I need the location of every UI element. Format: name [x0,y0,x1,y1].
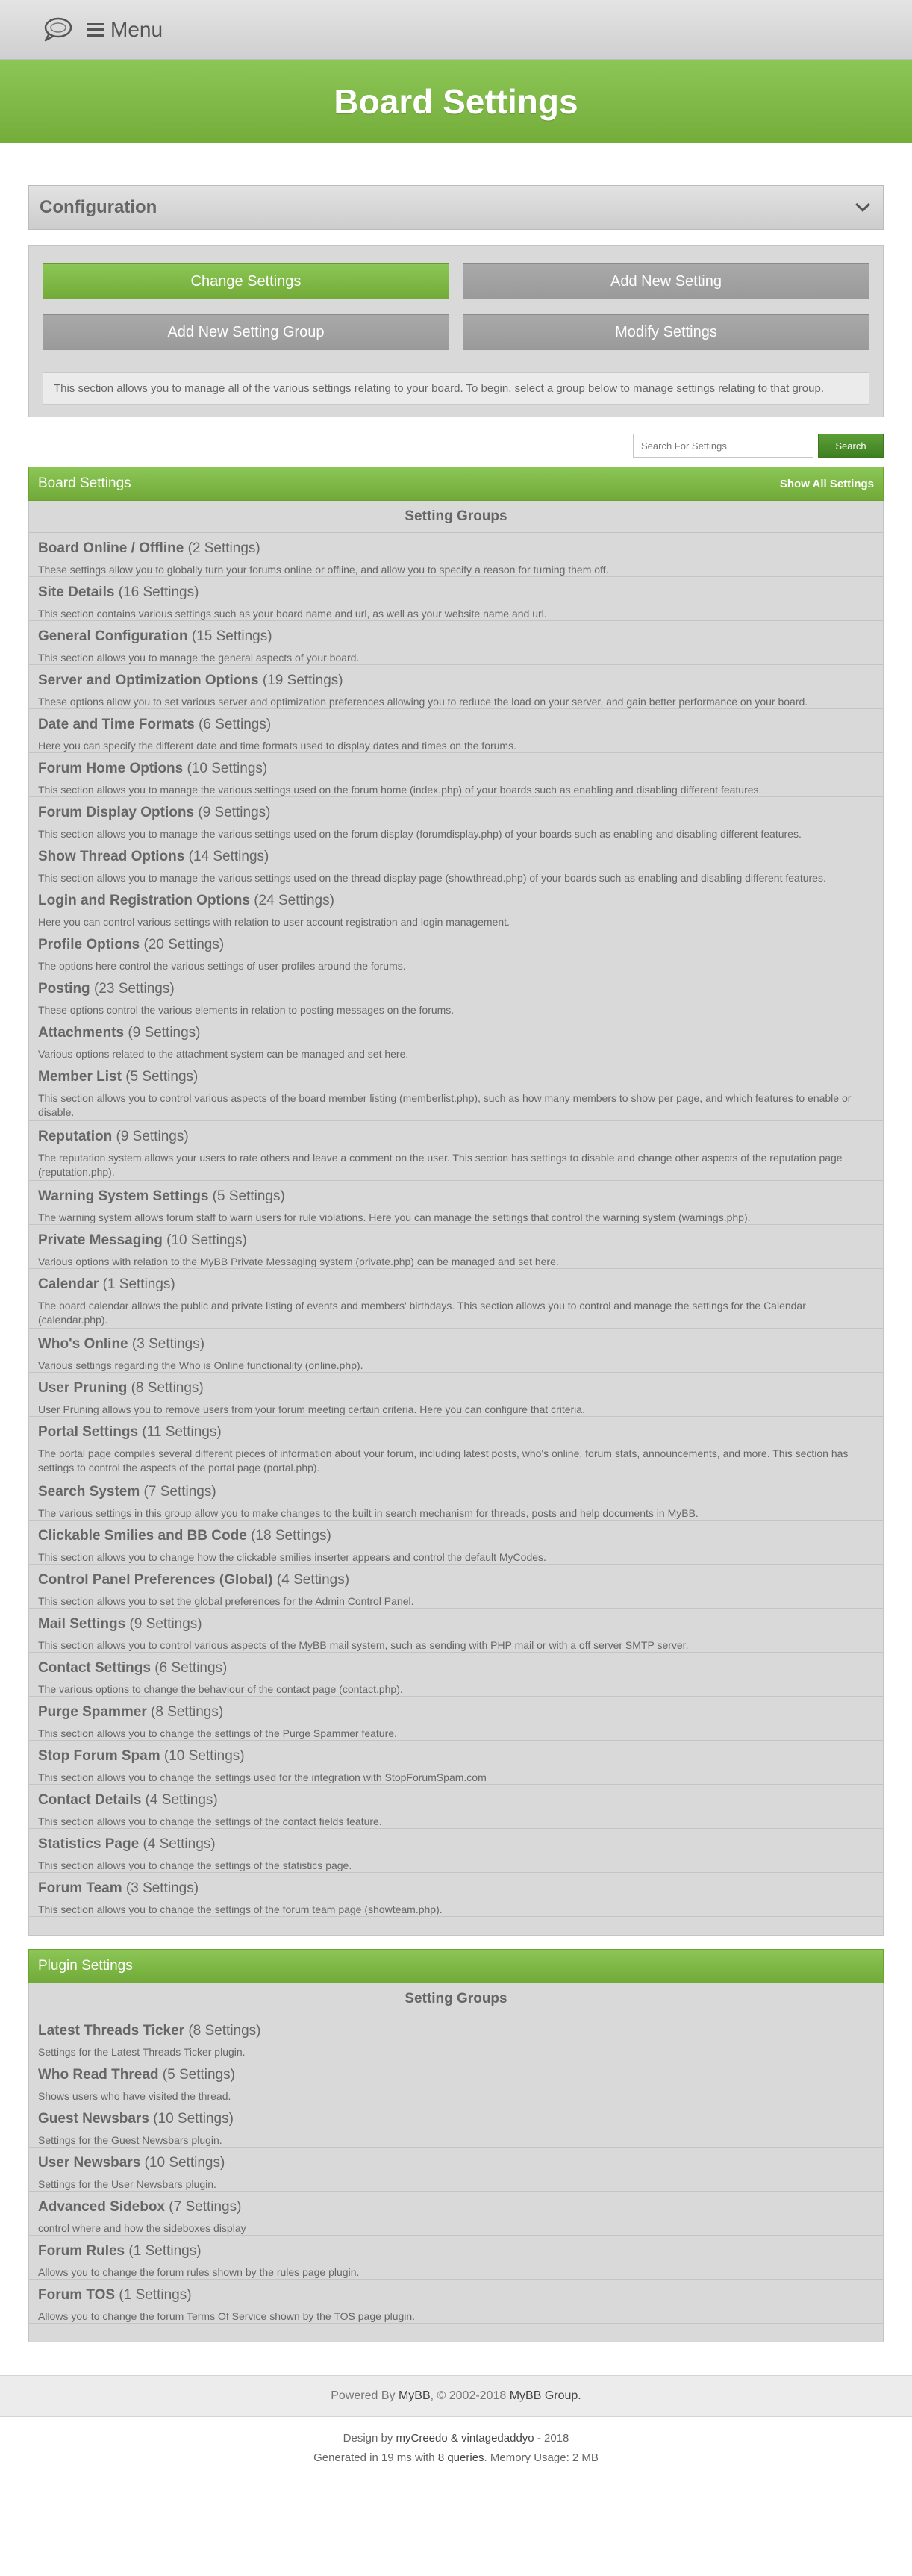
setting-group-count: (1 Settings) [119,2287,192,2303]
setting-group-title [38,1276,874,1293]
page-title: Board Settings [334,81,578,121]
setting-group-name[interactable]: Clickable Smilies and BB Code [38,1528,247,1544]
setting-group-title [38,629,874,645]
setting-group-name[interactable]: Stop Forum Spam [38,1748,160,1764]
setting-group-title [38,1336,874,1353]
plugin-setting-groups-list [29,2015,883,2324]
setting-group-title [38,2287,874,2304]
setting-group-description: The various options to change the behaviour of the contact page (contact.php). [38,1683,403,1695]
setting-group-count: (10 Settings) [187,761,268,776]
setting-group-description: The reputation system allows your users to rate others and leave a comment on the user. This section has settings to disable and change other aspects of the reputation page (reputation.php). [38,1152,843,1178]
plugin-settings-title: Plugin Settings [38,1958,133,1974]
setting-group-name[interactable]: General Configuration [38,629,188,644]
setting-group-name[interactable]: Who's Online [38,1336,128,1352]
setting-group-count: (11 Settings) [142,1424,222,1440]
chevron-down-icon [855,197,870,212]
setting-group-count: (2 Settings) [187,540,260,556]
setting-group-row[interactable] [29,2280,883,2324]
setting-group-name[interactable]: Statistics Page [38,1836,140,1852]
setting-group-description: The various settings in this group allow you to make changes to the built in search mechanism for threads, posts and help documents in MyBB. [38,1507,699,1519]
setting-group-row[interactable] [29,1741,883,1785]
setting-group-count: (6 Settings) [154,1660,228,1676]
setting-group-row[interactable] [29,709,883,753]
setting-group-row[interactable] [29,885,883,929]
setting-group-name[interactable]: Show Thread Options [38,849,185,864]
setting-group-title [38,2111,874,2127]
setting-group-count: (9 Settings) [116,1129,189,1144]
setting-group-count: (10 Settings) [166,1232,247,1248]
setting-group-description: The options here control the various settings of user profiles around the forums. [38,960,406,972]
setting-group-title [38,1188,874,1205]
setting-group-description: Here you can specify the different date and time formats used to display dates and times on the forums. [38,740,516,752]
setting-group-description: The portal page compiles several different pieces of information about your forum, including latest posts, who's online, forum stats, announcements, and more. This section has settings to control the aspects of the portal page (portal.php). [38,1447,849,1473]
setting-group-count: (9 Settings) [198,805,271,820]
setting-group-description: Various options related to the attachment system can be managed and set here. [38,1048,409,1060]
setting-group-count: (15 Settings) [191,629,272,644]
setting-group-row[interactable] [29,1329,883,1373]
setting-group-count: (1 Settings) [102,1276,175,1292]
memory-usage: . Memory Usage: 2 MB [484,2451,599,2464]
setting-group-name[interactable]: Board Online / Offline [38,540,184,556]
mybb-link[interactable]: MyBB [398,2389,431,2402]
setting-group-title [38,540,874,557]
setting-group-row[interactable] [29,1225,883,1269]
setting-group-count: (18 Settings) [251,1528,331,1544]
setting-group-row[interactable] [29,1565,883,1609]
setting-group-title [38,717,874,733]
setting-group-title [38,2243,874,2260]
setting-group-title [38,805,874,821]
board-settings-title: Board Settings [38,475,131,491]
setting-group-row[interactable] [29,533,883,577]
setting-group-title [38,1792,874,1809]
setting-group-row[interactable] [29,621,883,665]
setting-group-count: (5 Settings) [212,1188,285,1204]
plugin-settings-panel [28,1949,884,2342]
setting-group-row[interactable] [29,1785,883,1829]
setting-group-row[interactable] [29,973,883,1017]
setting-group-count: (8 Settings) [131,1380,204,1396]
setting-group-title [38,1232,874,1249]
setting-group-row[interactable] [29,1417,883,1476]
setting-group-description: Allows you to change the forum rules shown by the rules page plugin. [38,2266,360,2278]
setting-group-description: The board calendar allows the public and private listing of events and members' birthdays. This section allows you to control and manage the settings for the Calendar (calendar.php). [38,1300,806,1326]
setting-group-name[interactable]: Site Details [38,584,115,600]
setting-group-row[interactable] [29,1373,883,1417]
setting-group-name[interactable]: Server and Optimization Options [38,673,259,688]
setting-group-name[interactable]: Warning System Settings [38,1188,209,1204]
board-settings-panel [28,467,884,1936]
setting-group-title [38,1572,874,1588]
setting-group-count: (19 Settings) [262,673,343,688]
design-prefix: Design by [343,2432,393,2445]
setting-group-title [38,893,874,909]
plugin-settings-body [28,1983,884,2342]
plugin-setting-groups-heading: Setting Groups [29,1983,883,2015]
setting-group-count: (3 Settings) [131,1336,205,1352]
setting-group-description: User Pruning allows you to remove users from your forum meeting certain criteria. Here you can configure that criteria. [38,1403,585,1415]
setting-group-title [38,761,874,777]
setting-group-title [38,673,874,689]
setting-group-name[interactable]: Purge Spammer [38,1704,147,1720]
board-settings-header [28,467,884,501]
setting-group-name[interactable]: Forum Team [38,1880,122,1896]
setting-group-name[interactable]: Date and Time Formats [38,717,195,732]
setting-group-row[interactable] [29,2059,883,2103]
setting-group-count: (3 Settings) [125,1880,199,1896]
setting-group-description: Various settings regarding the Who is Online functionality (online.php). [38,1359,363,1371]
setting-group-description: This section allows you to manage the general aspects of your board. [38,652,360,664]
setting-group-description: This section allows you to change how the clickable smilies inserter appears and control the default MyCodes. [38,1551,546,1563]
setting-group-title [38,1380,874,1397]
setting-group-name[interactable]: Forum Rules [38,2243,125,2259]
setting-group-description: These options control the various elements in relation to posting messages on the forums. [38,1004,455,1016]
setting-group-count: (6 Settings) [199,717,272,732]
setting-group-row[interactable] [29,1269,883,1329]
top-bar [0,0,912,60]
setting-group-title [38,1836,874,1853]
setting-group-description: This section allows you to change the settings of the statistics page. [38,1859,352,1871]
settings-search [28,434,884,458]
setting-group-name[interactable]: Guest Newsbars [38,2111,149,2127]
setting-group-description: The warning system allows forum staff to warn users for rule violations. Here you can manage the settings that control the warning system (warnings.php). [38,1211,751,1223]
design-year: - 2018 [537,2432,569,2445]
setting-group-row[interactable] [29,1653,883,1697]
setting-group-count: (4 Settings) [143,1836,216,1852]
setting-group-description: This section allows you to change the settings of the contact fields feature. [38,1815,382,1827]
setting-group-title [38,1748,874,1765]
setting-group-row[interactable] [29,929,883,973]
setting-group-row[interactable] [29,1873,883,1917]
setting-group-row[interactable] [29,797,883,841]
setting-group-description: This section allows you to control various aspects of the board member listing (memberlist.php), such as how many members to show per page, and which features to enable or disable. [38,1092,852,1118]
board-setting-groups-list [29,533,883,1917]
setting-group-title [38,1025,874,1041]
setting-group-count: (5 Settings) [125,1069,199,1085]
configuration-title: Configuration [40,197,157,217]
setting-group-row[interactable] [29,1017,883,1061]
setting-group-name[interactable]: Forum TOS [38,2287,116,2303]
setting-group-title [38,2155,874,2171]
design-credit [0,2429,912,2448]
designer-link[interactable]: myCreedo & vintagedaddyo [396,2432,534,2445]
generation-stats [0,2448,912,2475]
change-settings-button[interactable]: Change Settings [43,263,449,299]
show-all-settings-link[interactable]: Show All Settings [779,477,874,490]
modify-settings-button[interactable]: Modify Settings [463,314,869,350]
setting-group-description: Various options with relation to the MyBB Private Messaging system (private.php) can be managed and set here. [38,1256,559,1267]
setting-group-name[interactable]: Contact Details [38,1792,142,1808]
setting-group-row[interactable] [29,1181,883,1225]
setting-group-name[interactable]: Who Read Thread [38,2067,159,2083]
setting-group-description: Allows you to change the forum Terms Of Service shown by the TOS page plugin. [38,2310,416,2322]
setting-group-count: (20 Settings) [143,937,225,952]
credits [0,2417,912,2475]
setting-group-row[interactable] [29,753,883,797]
generated-prefix: Generated in 19 ms with [313,2451,435,2464]
setting-group-row[interactable] [29,577,883,621]
setting-group-title [38,1069,874,1085]
setting-group-title [38,2199,874,2215]
setting-group-description: Settings for the Latest Threads Ticker plugin. [38,2046,246,2058]
setting-group-name[interactable]: Posting [38,981,90,997]
setting-group-title [38,1528,874,1544]
setting-group-name[interactable]: User Pruning [38,1380,128,1396]
setting-group-description: This section allows you to change the settings of the forum team page (showteam.php). [38,1903,443,1915]
board-settings-body [28,501,884,1936]
setting-group-row[interactable] [29,665,883,709]
setting-group-count: (4 Settings) [276,1572,350,1588]
powered-middle: , © 2002-2018 [430,2389,507,2402]
queries-link[interactable]: 8 queries [437,2451,484,2464]
setting-group-row[interactable] [29,2148,883,2192]
setting-groups-heading: Setting Groups [29,501,883,533]
setting-group-count: (9 Settings) [128,1025,201,1041]
setting-group-description: Shows users who have visited the thread. [38,2090,231,2102]
setting-group-description: Here you can control various settings with relation to user account registration and login management. [38,916,510,928]
setting-group-row[interactable] [29,1829,883,1873]
setting-group-row[interactable] [29,2192,883,2236]
setting-group-name[interactable]: Search System [38,1484,140,1500]
setting-group-name[interactable]: Attachments [38,1025,125,1041]
setting-group-row[interactable] [29,841,883,885]
setting-group-title [38,2067,874,2083]
setting-group-description: These options allow you to set various server and optimization preferences allowing you to reduce the load on your server, and gain better performance on your board. [38,696,808,708]
mybb-group-link[interactable]: MyBB Group. [509,2389,581,2402]
setting-group-count: (7 Settings) [169,2199,242,2215]
add-new-setting-group-button[interactable]: Add New Setting Group [43,314,449,350]
setting-group-description: This section allows you to manage the various settings used on the thread display page (showthread.php) of your boards such as enabling and disabling different features. [38,872,826,884]
menu-label: Menu [110,17,163,41]
setting-group-name[interactable]: Login and Registration Options [38,893,250,908]
setting-group-row[interactable] [29,1697,883,1741]
setting-group-count: (23 Settings) [93,981,175,997]
setting-group-row[interactable] [29,2236,883,2280]
settings-actions [28,245,884,417]
setting-group-row[interactable] [29,1521,883,1565]
setting-group-description: These settings allow you to globally turn your forums online or offline, and allow you to specify a reason for turning them off. [38,564,609,576]
setting-group-name[interactable]: Forum Display Options [38,805,195,820]
setting-group-description: This section contains various settings such as your board name and url, as well as your website name and url. [38,608,547,620]
setting-group-description: This section allows you to set the global preferences for the Admin Control Panel. [38,1595,414,1607]
powered-prefix: Powered By [331,2389,396,2402]
setting-group-name[interactable]: Latest Threads Ticker [38,2023,185,2039]
add-new-setting-button[interactable]: Add New Setting [463,263,869,299]
setting-group-count: (14 Settings) [188,849,269,864]
setting-group-row[interactable] [29,2015,883,2059]
menu-toggle[interactable] [87,18,163,42]
setting-group-count: (8 Settings) [151,1704,224,1720]
setting-group-title [38,937,874,953]
hamburger-icon [87,23,104,37]
setting-group-description: This section allows you to control various aspects of the MyBB mail system, such as sending with PHP mail or with a off server SMTP server. [38,1639,689,1651]
setting-group-name[interactable]: Portal Settings [38,1424,139,1440]
search-button[interactable]: Search [818,434,884,458]
setting-group-description: control where and how the sideboxes display [38,2222,246,2234]
powered-by-bar [0,2375,912,2417]
setting-group-name[interactable]: Profile Options [38,937,140,952]
setting-group-title [38,1616,874,1632]
setting-group-title [38,1129,874,1145]
setting-group-count: (10 Settings) [153,2111,234,2127]
setting-group-description: This section allows you to manage the various settings used on the forum display (forumdisplay.php) of your boards such as enabling and disabling different features. [38,828,802,840]
setting-group-name[interactable]: Contact Settings [38,1660,151,1676]
setting-group-name[interactable]: Reputation [38,1129,113,1144]
setting-group-description: This section allows you to change the settings of the Purge Spammer feature. [38,1727,397,1739]
setting-group-name[interactable]: Member List [38,1069,122,1085]
setting-group-title [38,1660,874,1677]
setting-group-row[interactable] [29,1061,883,1121]
setting-group-title [38,2023,874,2039]
setting-group-name[interactable]: Private Messaging [38,1232,163,1248]
setting-group-title [38,1704,874,1721]
setting-group-title [38,1880,874,1897]
setting-group-count: (5 Settings) [162,2067,235,2083]
setting-group-count: (7 Settings) [143,1484,216,1500]
content [28,185,884,2342]
setting-group-row[interactable] [29,1121,883,1181]
setting-group-title [38,1424,874,1441]
setting-group-count: (24 Settings) [254,893,334,908]
setting-group-description: Settings for the User Newsbars plugin. [38,2178,216,2190]
search-input[interactable] [633,434,813,458]
setting-group-name[interactable]: User Newsbars [38,2155,141,2171]
setting-group-row[interactable] [29,1476,883,1521]
setting-group-count: (8 Settings) [188,2023,261,2039]
speech-bubble-logo-icon[interactable] [36,15,78,45]
settings-notice: This section allows you to manage all of the various settings relating to your board. To begin, select a group below to manage settings relating to that group. [43,372,869,405]
setting-group-title [38,849,874,865]
setting-group-count: (1 Settings) [128,2243,202,2259]
setting-group-count: (10 Settings) [163,1748,245,1764]
setting-group-count: (10 Settings) [144,2155,225,2171]
setting-group-name[interactable]: Calendar [38,1276,99,1292]
setting-group-name[interactable]: Forum Home Options [38,761,184,776]
plugin-settings-header [28,1949,884,1983]
setting-group-title [38,1484,874,1500]
page-banner [0,60,912,143]
setting-group-title [38,981,874,997]
setting-group-name[interactable]: Mail Settings [38,1616,126,1632]
setting-group-name[interactable]: Advanced Sidebox [38,2199,165,2215]
setting-group-count: (9 Settings) [129,1616,202,1632]
setting-group-title [38,584,874,601]
setting-group-description: This section allows you to change the settings used for the integration with StopForumSpam.com [38,1771,487,1783]
setting-group-count: (16 Settings) [118,584,199,600]
setting-group-count: (4 Settings) [145,1792,218,1808]
setting-group-row[interactable] [29,2103,883,2148]
setting-group-row[interactable] [29,1609,883,1653]
setting-group-description: This section allows you to manage the various settings used on the forum home (index.php) of your boards such as enabling and disabling different features. [38,784,762,796]
setting-group-description: Settings for the Guest Newsbars plugin. [38,2134,222,2146]
setting-group-name[interactable]: Control Panel Preferences (Global) [38,1572,273,1588]
configuration-toggle[interactable] [28,185,884,230]
